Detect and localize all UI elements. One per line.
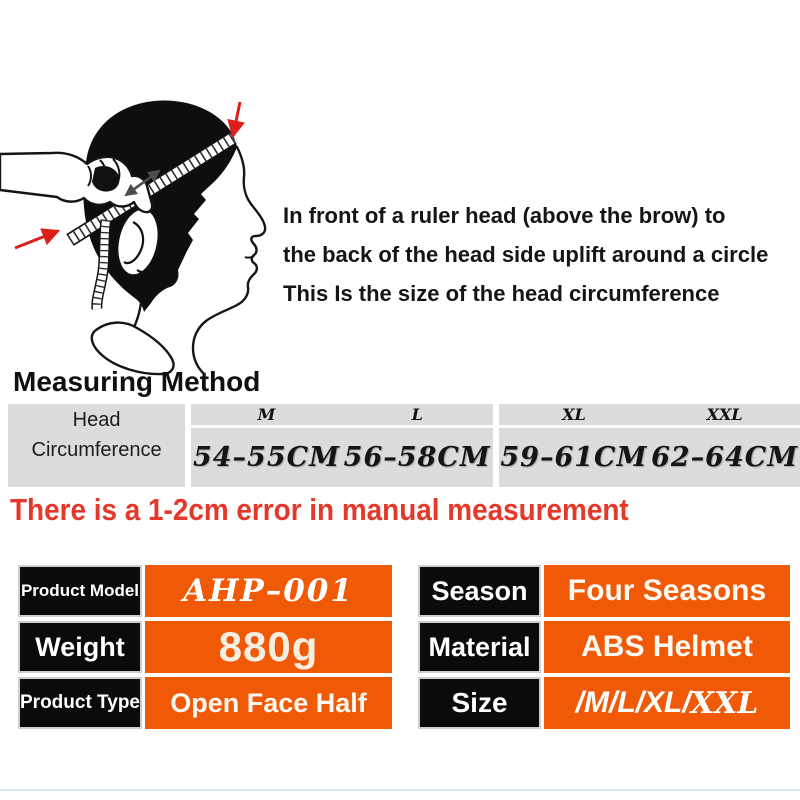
size-col-m: M <box>185 404 342 428</box>
size-col-l: L <box>342 404 493 428</box>
measuring-method-title: Measuring Method <box>13 366 261 397</box>
size-col-xxl: XXL <box>649 404 800 428</box>
spec-label-weight: Weight <box>18 621 142 673</box>
row-header-line-1: Head <box>72 409 121 431</box>
measuring-instructions <box>283 196 798 313</box>
spec-value-material: ABS Helmet <box>544 621 790 673</box>
spec-row-weight <box>18 621 392 673</box>
spec-value-weight: 880g <box>145 621 392 673</box>
lip-line <box>245 256 254 258</box>
red-arrow-icon <box>15 231 58 248</box>
size-value-prefix: /M/L/XL/ <box>575 686 691 719</box>
spec-value-product-model: AHP–001 <box>145 565 392 617</box>
spec-label-material: Material <box>418 621 541 673</box>
bottom-divider <box>0 789 800 791</box>
product-spec-table-left <box>18 565 392 729</box>
spec-label-product-type: Product Type <box>18 677 142 729</box>
size-chart-row-header <box>8 404 185 487</box>
instruction-line-3: This Is the size of the head circumference <box>283 281 720 306</box>
spec-value-season: Four Seasons <box>544 565 790 617</box>
size-value-xxl-suffix: XXL <box>690 685 759 721</box>
spec-label-size: Size <box>418 677 541 729</box>
spec-row-material <box>418 621 790 673</box>
size-value-xxl: 62–64CM <box>649 428 800 487</box>
size-chart-table <box>8 404 800 487</box>
spec-label-season: Season <box>418 565 541 617</box>
spec-label-product-model: Product Model <box>18 565 142 617</box>
size-value-xl: 59–61CM <box>493 428 650 487</box>
product-spec-table-right <box>418 565 790 729</box>
spec-value-product-type: Open Face Half <box>145 677 392 729</box>
size-col-xl: XL <box>493 404 650 428</box>
instruction-line-2: the back of the head side uplift around a circle <box>283 242 769 267</box>
spec-row-size <box>418 677 790 729</box>
head-measuring-illustration <box>0 90 300 380</box>
size-value-m: 54–55CM <box>185 428 342 487</box>
spec-row-product-model <box>18 565 392 617</box>
spec-row-season <box>418 565 790 617</box>
size-value-l: 56–58CM <box>342 428 493 487</box>
spec-value-size <box>544 677 790 729</box>
red-arrow-icon <box>233 102 240 136</box>
instruction-line-1: In front of a ruler head (above the brow) to <box>283 203 726 228</box>
row-header-line-2: Circumference <box>31 439 162 461</box>
measurement-error-note: There is a 1-2cm error in manual measurement <box>10 492 629 527</box>
spec-row-product-type <box>18 677 392 729</box>
